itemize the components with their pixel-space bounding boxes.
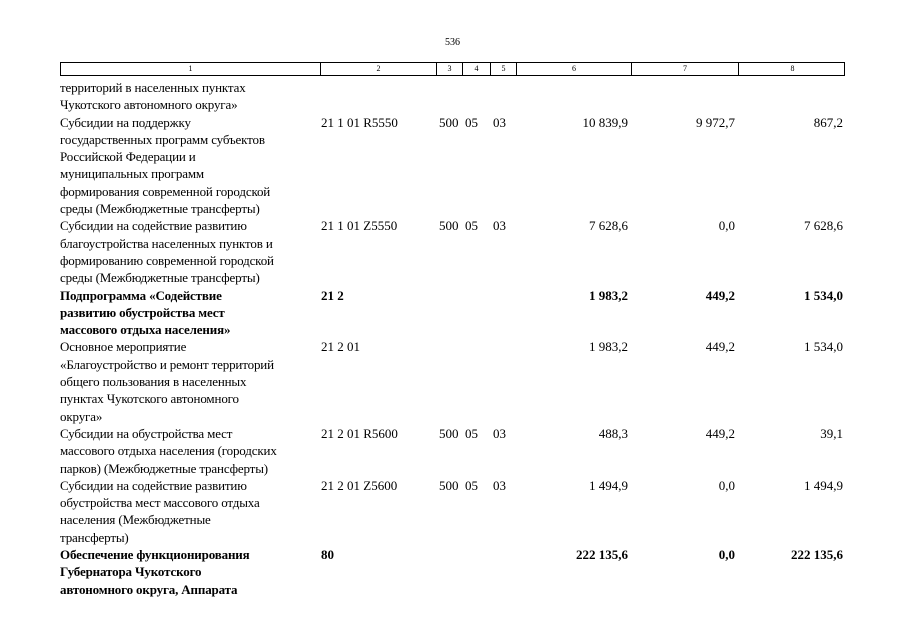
- table-row: [60, 287, 845, 339]
- row-csr-code: 21 1 01 Z5550: [321, 218, 398, 234]
- row-name-line: формированию современной городской: [60, 252, 274, 268]
- table-header-row: [60, 62, 845, 76]
- row-csr-code: 80: [321, 547, 334, 563]
- row-name-line: муниципальных программ: [60, 166, 204, 182]
- row-rz-code: 05: [465, 477, 478, 493]
- row-rz-code: [461, 287, 489, 339]
- column-header-7: 7: [631, 63, 738, 75]
- row-amount-col7: 0,0: [718, 547, 735, 563]
- row-amount-total: 10 839,9: [582, 114, 628, 130]
- row-name-line: массового отдыха населения (городских: [60, 443, 277, 459]
- row-vr-code: 500: [439, 114, 459, 130]
- row-name: [60, 114, 319, 218]
- row-name-line: Губернатора Чукотского: [60, 564, 202, 580]
- row-csr-code: [319, 79, 435, 114]
- row-name-line: развитию обустройства мест: [60, 304, 225, 320]
- table-row: [60, 79, 845, 114]
- row-name: [60, 287, 319, 339]
- row-rz-code: [461, 79, 489, 114]
- row-name-line: Чукотского автономного округа»: [60, 97, 238, 113]
- row-rz-code: [461, 338, 489, 424]
- row-name-line: государственных программ субъектов: [60, 131, 265, 147]
- row-amount-total: 7 628,6: [589, 218, 628, 234]
- row-csr-code: 21 2 01 R5600: [321, 425, 398, 441]
- row-name-line: среды (Межбюджетные трансферты): [60, 201, 260, 217]
- row-amount-total: 1 983,2: [589, 287, 628, 303]
- row-rz-code: 05: [465, 218, 478, 234]
- row-name-line: пунктах Чукотского автономного: [60, 391, 239, 407]
- row-name-line: формирования современной городской: [60, 183, 271, 199]
- row-pr-code: 03: [493, 218, 506, 234]
- row-name: [60, 217, 319, 286]
- row-amount-col8: 39,1: [820, 425, 843, 441]
- row-amount-total: 1 983,2: [589, 339, 628, 355]
- row-name-line: обустройства мест массового отдыха: [60, 495, 260, 511]
- row-amount-col8: [737, 79, 845, 114]
- row-pr-code: [489, 287, 515, 339]
- row-name-line: благоустройства населенных пунктов и: [60, 235, 273, 251]
- table-row: [60, 338, 845, 424]
- row-vr-code: [435, 546, 461, 598]
- row-csr-code: 21 1 01 R5550: [321, 114, 398, 130]
- row-amount-col7: 0,0: [718, 218, 735, 234]
- row-csr-code: 21 2 01: [321, 339, 360, 355]
- row-name-line: Субсидии на обустройства мест: [60, 425, 233, 441]
- row-rz-code: 05: [465, 425, 478, 441]
- row-csr-code: 21 2 01 Z5600: [321, 477, 398, 493]
- row-amount-col7: 0,0: [718, 477, 735, 493]
- column-header-4: 4: [462, 63, 490, 75]
- row-name-line: округа»: [60, 408, 103, 424]
- row-name-line: трансферты): [60, 529, 129, 545]
- row-vr-code: 500: [439, 477, 459, 493]
- row-pr-code: 03: [493, 425, 506, 441]
- row-name-line: территорий в населенных пунктах: [60, 80, 246, 95]
- row-name-line: общего пользования в населенных: [60, 374, 247, 390]
- table-row: [60, 546, 845, 598]
- row-name: [60, 338, 319, 424]
- row-amount-col7: 449,2: [705, 425, 735, 441]
- row-amount-total: 1 494,9: [589, 477, 628, 493]
- column-header-1: 1: [188, 64, 193, 73]
- row-name-line: автономного округа, Аппарата: [60, 581, 238, 597]
- row-vr-code: 500: [439, 218, 459, 234]
- row-name-line: Основное мероприятие: [60, 339, 187, 355]
- row-name-line: среды (Межбюджетные трансферты): [60, 270, 260, 286]
- row-amount-total: 488,3: [598, 425, 628, 441]
- row-name-line: Субсидии на поддержку: [60, 114, 191, 130]
- column-header-3: 3: [436, 63, 462, 75]
- row-vr-code: [435, 79, 461, 114]
- row-name-line: Субсидии на содействие развитию: [60, 477, 247, 493]
- row-vr-code: 500: [439, 425, 459, 441]
- table-row: [60, 477, 845, 546]
- row-amount-col8: 222 135,6: [791, 547, 843, 563]
- row-name: [60, 79, 319, 114]
- page-number: 536: [445, 37, 460, 48]
- row-vr-code: [435, 287, 461, 339]
- column-header-6: 6: [516, 63, 631, 75]
- row-amount-col7: 9 972,7: [696, 114, 735, 130]
- table-row: [60, 425, 845, 477]
- row-pr-code: [489, 546, 515, 598]
- row-amount-total: 222 135,6: [576, 547, 628, 563]
- column-header-2: 2: [320, 63, 436, 75]
- row-name-line: парков) (Межбюджетные трансферты): [60, 460, 268, 476]
- row-pr-code: 03: [493, 477, 506, 493]
- table-row: [60, 114, 845, 218]
- row-amount-col7: 449,2: [705, 287, 735, 303]
- row-vr-code: [435, 338, 461, 424]
- row-name-line: массового отдыха населения»: [60, 322, 231, 338]
- row-name-line: Обеспечение функционирования: [60, 547, 250, 563]
- column-header-5: 5: [490, 63, 516, 75]
- row-amount-col8: 1 494,9: [804, 477, 843, 493]
- table-row: [60, 217, 845, 286]
- row-amount-col8: 1 534,0: [804, 287, 843, 303]
- row-name-line: Российской Федерации и: [60, 149, 196, 165]
- row-name: [60, 425, 319, 477]
- row-rz-code: [461, 546, 489, 598]
- row-pr-code: [489, 79, 515, 114]
- row-name: [60, 546, 319, 598]
- row-amount-col8: 7 628,6: [804, 218, 843, 234]
- row-amount-total: [515, 79, 630, 114]
- row-pr-code: [489, 338, 515, 424]
- row-amount-col7: [630, 79, 737, 114]
- row-name-line: населения (Межбюджетные: [60, 512, 211, 528]
- table-body: [60, 79, 845, 598]
- row-name-line: Субсидии на содействие развитию: [60, 218, 247, 234]
- row-csr-code: 21 2: [321, 287, 344, 303]
- row-name-line: Подпрограмма «Содействие: [60, 287, 222, 303]
- row-rz-code: 05: [465, 114, 478, 130]
- row-pr-code: 03: [493, 114, 506, 130]
- row-amount-col8: 867,2: [813, 114, 843, 130]
- row-amount-col7: 449,2: [705, 339, 735, 355]
- row-amount-col8: 1 534,0: [804, 339, 843, 355]
- row-name: [60, 477, 319, 546]
- column-header-8: 8: [738, 63, 846, 75]
- row-name-line: «Благоустройство и ремонт территорий: [60, 356, 274, 372]
